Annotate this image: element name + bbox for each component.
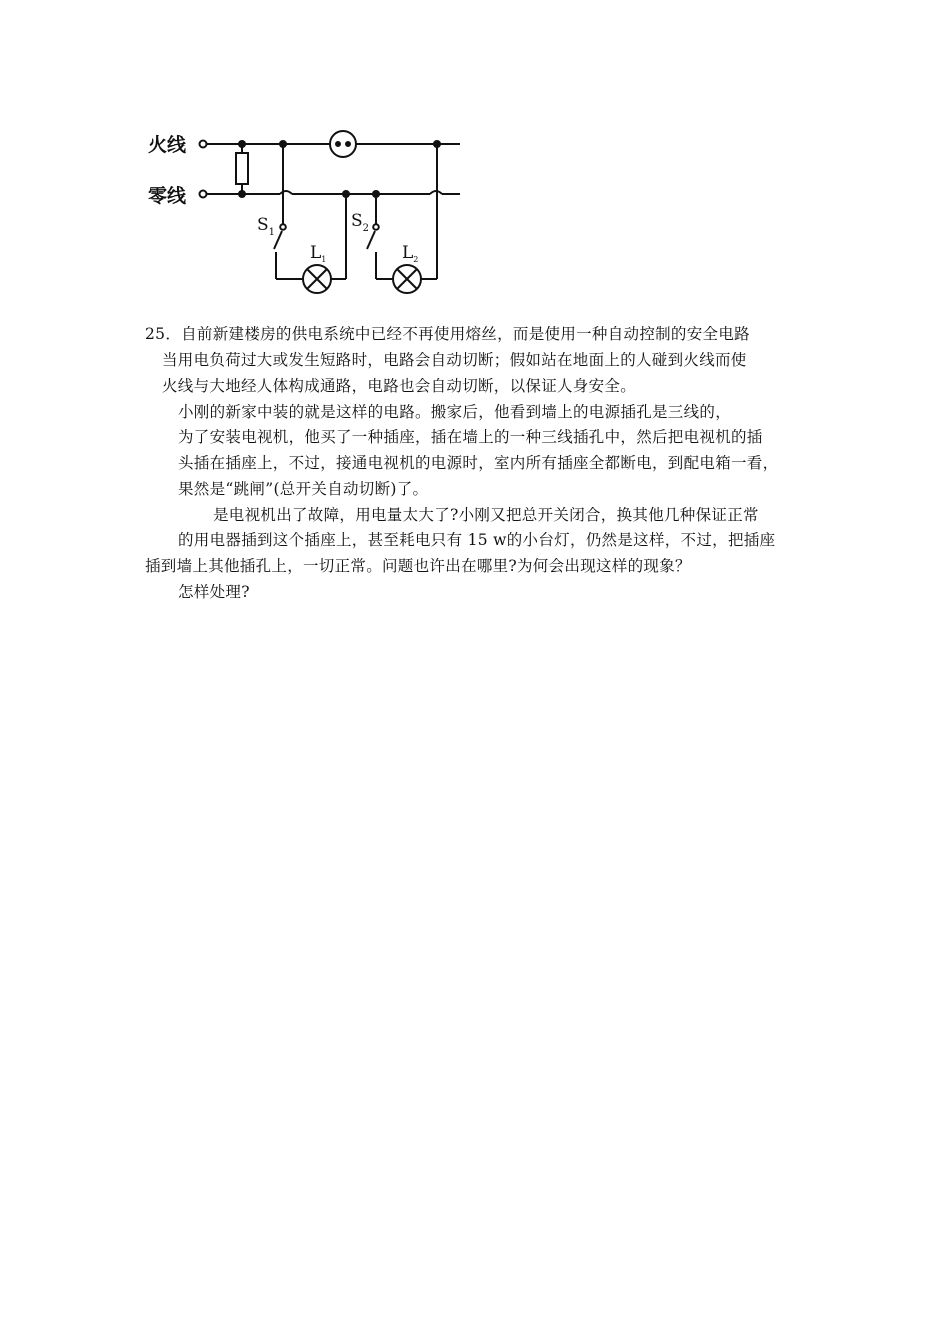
socket-pin-right xyxy=(346,142,350,146)
socket-icon xyxy=(330,131,356,157)
switch1-pivot xyxy=(280,224,286,230)
switch1-label: $S_1$ xyxy=(257,215,276,238)
junction-dot xyxy=(433,140,441,148)
neutral-crossover-1 xyxy=(280,191,292,194)
live-terminal xyxy=(200,141,207,148)
socket-pin-left xyxy=(336,142,340,146)
fuse-body xyxy=(236,153,248,184)
question-line-4: 小刚的新家中装的就是这样的电路。搬家后，他看到墙上的电源插孔是三线的， xyxy=(178,403,732,421)
junction-dot xyxy=(238,140,246,148)
neutral-terminal xyxy=(200,191,207,198)
circuit-svg xyxy=(130,118,470,308)
junction-dot xyxy=(279,140,287,148)
switch2-pivot xyxy=(373,224,379,230)
question-line-2: 当用电负荷过大或发生短路时，电路会自动切断；假如站在地面上的人碰到火线而使 xyxy=(162,351,747,369)
question-line-11: 怎样处理? xyxy=(178,583,250,601)
question-line-9: 的用电器插到这个插座上，甚至耗电只有 15 w的小台灯，仍然是这样，不过，把插座 xyxy=(178,531,776,549)
question-line-10: 插到墙上其他插孔上，一切正常。问题也许出在哪里?为何会出现这样的现象？ xyxy=(145,557,691,575)
lamp2-label: $L_2$ xyxy=(402,243,419,264)
junction-dot xyxy=(342,190,350,198)
question-line-7: 果然是“跳闸”(总开关自动切断)了。 xyxy=(178,480,429,498)
lamp1-label: $L_1$ xyxy=(310,243,327,264)
switch1-blade xyxy=(274,231,282,249)
question-line-1: 25．自前新建楼房的供电系统中已经不再使用熔丝，而是使用一种自动控制的安全电路 xyxy=(145,325,750,343)
question-line-3: 火线与大地经人体构成通路，电路也会自动切断，以保证人身安全。 xyxy=(162,377,637,395)
junction-dot xyxy=(372,190,380,198)
question-line-8: 是电视机出了故障，用电量太大了?小刚又把总开关闭合，换其他几种保证正常 xyxy=(213,506,759,524)
switch2-label: $S_2$ xyxy=(351,211,370,234)
question-number: 25． xyxy=(145,325,182,343)
junction-dot xyxy=(238,190,246,198)
question-line-5: 为了安装电视机，他买了一种插座，插在墙上的一种三线插孔中，然后把电视机的插 xyxy=(178,428,763,446)
question-line-6: 头插在插座上，不过，接通电视机的电源时，室内所有插座全都断电，到配电箱一看， xyxy=(178,454,779,472)
live-wire-label: 火线 xyxy=(148,134,187,156)
neutral-wire-label: 零线 xyxy=(148,185,187,207)
circuit-diagram xyxy=(130,118,470,308)
